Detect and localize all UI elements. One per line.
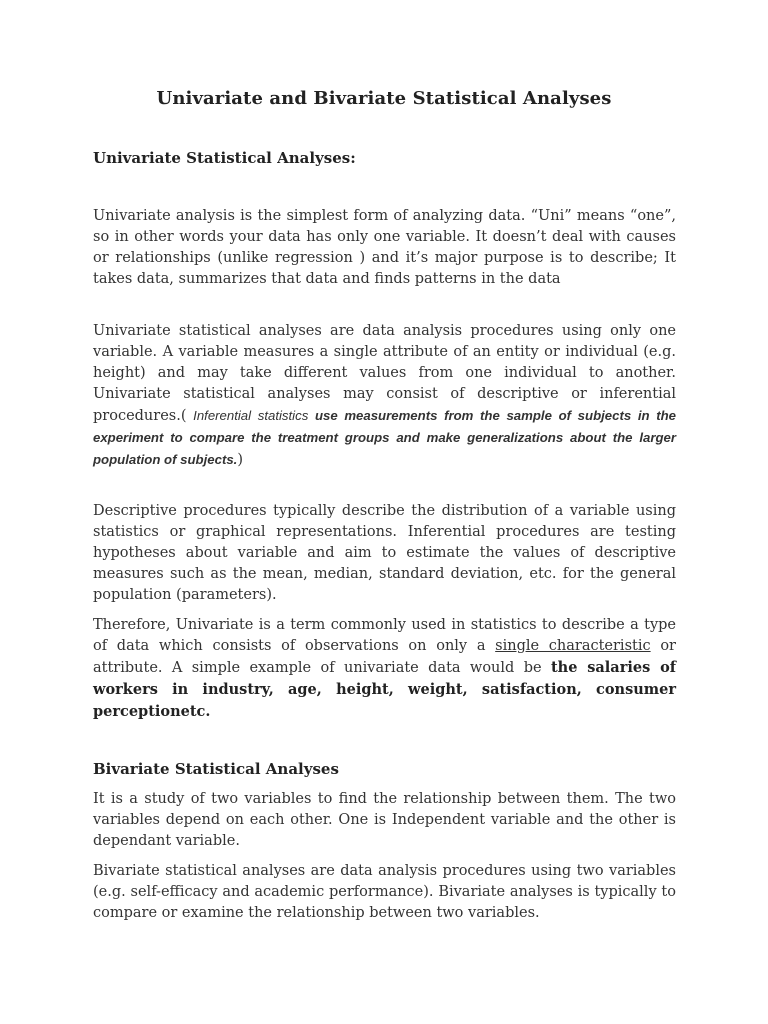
- paragraph-bivariate-definition: Bivariate statistical analyses are data analysis procedures using two variables (e.g. self-efficacy and academic performance). Bivariate analyses is typically to compare or examine the relationship between two variables.: [93, 863, 676, 921]
- paragraph-univariate-definition: [93, 321, 676, 471]
- underlined-phrase: single characteristic: [495, 638, 651, 654]
- paragraph-text: Therefore, Univariate is a term commonly used in statistics to describe a type of data which consists of observations on only a: [93, 617, 676, 654]
- section-heading-univariate: Univariate Statistical Analyses:: [93, 149, 356, 167]
- document-title: Univariate and Bivariate Statistical Analyses: [156, 88, 612, 109]
- closing-paren: ): [237, 452, 244, 468]
- paragraph-univariate-intro: Univariate analysis is the simplest form of analyzing data. “Uni” means “one”, so in other words your data has only one variable. It doesn’t deal with causes or relationships (unlike regression ) and it’s major purpose is to describe; It takes data, summarizes that data and finds patterns in the data: [93, 208, 676, 287]
- paragraph-text: Univariate statistical analyses are data analysis procedures using only one variable. A variable measures a single attribute of an entity or individual (e.g. height) and may take different values from one individual to another. Univariate statistical analyses may consist of descriptive or inferential procedures.(: [93, 323, 676, 424]
- section-heading-bivariate: Bivariate Statistical Analyses: [93, 760, 339, 778]
- bold-examples: the salaries of workers in industry, age, height, weight, satisfaction, consumer perceptionetc.: [93, 659, 676, 720]
- inferential-statistics-explanation: use measurements from the sample of subjects in the experiment to compare the treatment groups and make generalizations about the larger population of subjects.: [93, 408, 676, 467]
- paragraph-bivariate-intro: It is a study of two variables to find the relationship between them. The two variables depend on each other. One is Independent variable and the other is dependant variable.: [93, 791, 676, 849]
- paragraph-univariate-summary: [93, 615, 676, 723]
- paragraph-text-2: or attribute. A simple example of univariate data would be: [93, 638, 676, 676]
- inferential-statistics-term: Inferential statistics: [186, 408, 309, 423]
- paragraph-descriptive-procedures: Descriptive procedures typically describe the distribution of a variable using statistics or graphical representations. Inferential procedures are testing hypotheses about variable and aim to estimate the values of descriptive measures such as the mean, median, standard deviation, etc. for the general population (parameters).: [93, 503, 676, 603]
